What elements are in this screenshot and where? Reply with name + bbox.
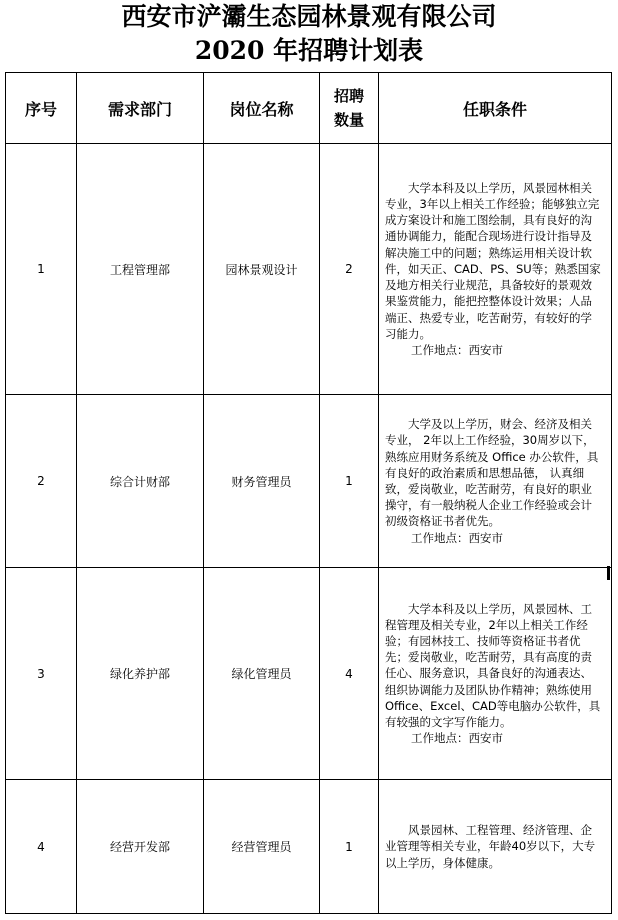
table-row: [6, 568, 612, 780]
recruitment-table: [5, 72, 612, 914]
edge-mark: [607, 566, 610, 580]
work-location: 工作地点：西安市: [411, 731, 503, 746]
row-no: 4: [6, 780, 77, 914]
work-location: 工作地点：西安市: [411, 530, 503, 545]
table-row: [6, 144, 612, 395]
row-no: 2: [6, 395, 77, 568]
row-requirements: [379, 395, 612, 568]
row-count: 1: [320, 780, 379, 914]
row-dept: 综合计财部: [77, 395, 204, 568]
header-dept: 需求部门: [77, 73, 204, 144]
row-requirements: [379, 568, 612, 780]
row-dept: 绿化养护部: [77, 568, 204, 780]
header-count-line1: 招聘: [333, 87, 364, 105]
page-subtitle: 2020 年招聘计划表: [194, 36, 424, 65]
table-row: [6, 395, 612, 568]
work-location: 工作地点：西安市: [411, 342, 503, 357]
row-no: 3: [6, 568, 77, 780]
row-no: 1: [6, 144, 77, 395]
row-requirements: [379, 144, 612, 395]
header-no: 序号: [6, 73, 77, 144]
row-position: 经营管理员: [204, 780, 320, 914]
requirements-text: 大学及以上学历，财会、经济及相关专业， 2年以上工作经验，30周岁以下，熟练应用财务系统及 Office 办公软件，具有良好的政治素质和思想品德， 认真细致，爱岗敬业，吃苦耐劳，有良好的职业操守，有一般纳税人企业工作经验或会计初级资格证书者优先。: [385, 417, 599, 529]
requirements-text: 大学本科及以上学历，风景园林相关专业，3年以上相关工作经验；能够独立完成方案设计和施工图绘制，具有良好的沟通协调能力，能配合现场进行设计指导及解决施工中的问题；熟练运用相关设计软件，如天正、CAD、PS、SU等；熟悉国家及地方相关行业规范，具备较好的景观效果鉴赏能力，能把控整体设计效果；人品端正、热爱专业，吃苦耐劳，有较好的学习能力。: [385, 180, 601, 341]
row-count: 2: [320, 144, 379, 395]
header-count: [320, 73, 379, 144]
row-position: 园林景观设计: [204, 144, 320, 395]
table-header-row: [6, 73, 612, 144]
row-dept: 工程管理部: [77, 144, 204, 395]
row-position: 绿化管理员: [204, 568, 320, 780]
page-title: 西安市浐灞生态园林景观有限公司: [121, 2, 497, 31]
header-count-line2: 数量: [333, 111, 364, 129]
requirements-text: 风景园林、工程管理、经济管理、企业管理等相关专业，年龄40岁以下，大专以上学历，身体健康。: [385, 823, 596, 870]
row-requirements: [379, 780, 612, 914]
row-dept: 经营开发部: [77, 780, 204, 914]
table-row: [6, 780, 612, 914]
row-position: 财务管理员: [204, 395, 320, 568]
header-position: 岗位名称: [204, 73, 320, 144]
row-count: 4: [320, 568, 379, 780]
header-requirements: 任职条件: [379, 73, 612, 144]
requirements-text: 大学本科及以上学历，风景园林、工程管理及相关专业，2年以上相关工作经验；有园林技工、技师等资格证书者优先；爱岗敬业，吃苦耐劳，具有高度的责任心、服务意识，具备良好的沟通表达、组织协调能力及团队协作精神；熟练使用 Office、Excel、CAD等电脑办公软件，具有较强的文字写作能力。: [385, 601, 601, 729]
row-count: 1: [320, 395, 379, 568]
